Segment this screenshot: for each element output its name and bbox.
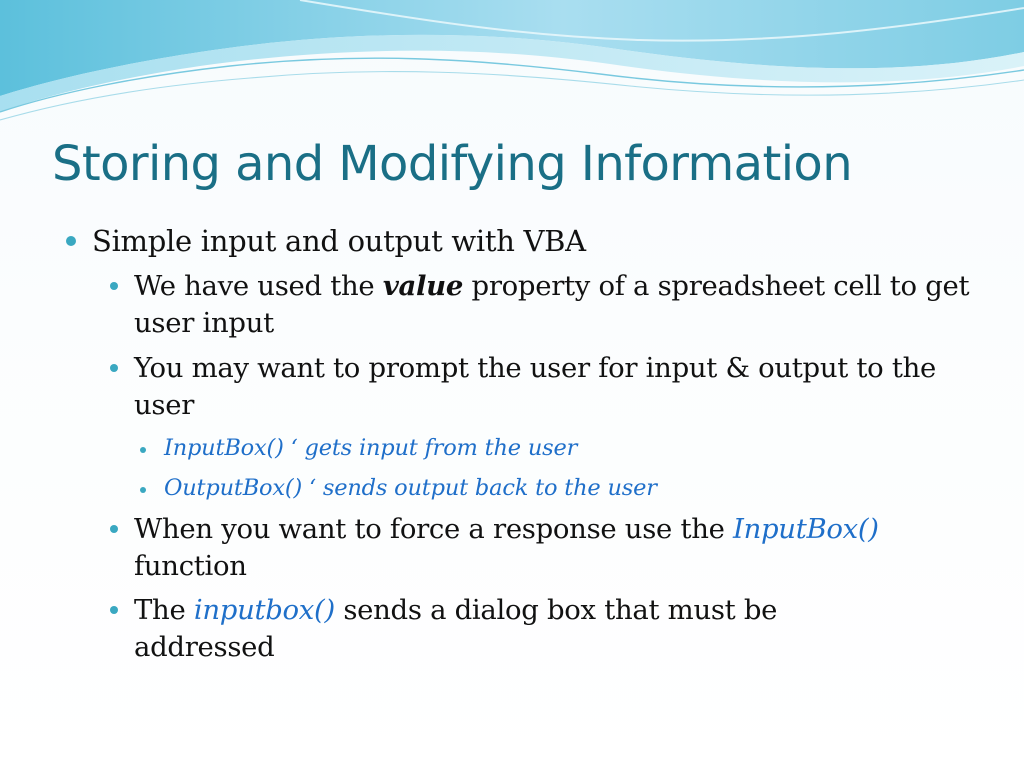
bullet-inputbox-comment: InputBox() ‘ gets input from the user [164,435,578,461]
keyword-inputbox-lower: inputbox() [193,594,335,626]
slide-title: Storing and Modifying Information [52,136,853,192]
bullet-force-post: function [134,550,247,582]
bullet-marker-l2 [110,606,118,614]
bullet-value-post: property of a spreadsheet cell to get user input [134,270,970,339]
bullet-marker-l1 [66,236,76,246]
bullet-value-pre: We have used the [134,270,383,302]
bullet-simple-io: Simple input and output with VBA [92,224,586,258]
bullet-outputbox-comment: OutputBox() ‘ sends output back to the user [164,475,657,501]
bullet-marker-l2 [110,282,118,290]
bullet-dialog-pre: The [134,594,194,626]
bullet-marker-l3 [140,447,146,453]
bullet-force-pre: When you want to force a response use the [134,513,734,545]
decorative-wave-header [0,0,1024,125]
bullet-marker-l2 [110,364,118,372]
bullet-marker-l3 [140,487,146,493]
bullet-inputbox-dialog [134,592,854,666]
bullet-prompt-user: You may want to prompt the user for input & output to the user [134,352,937,421]
bullet-force-response [134,511,954,585]
keyword-inputbox: InputBox() [733,513,879,545]
keyword-value: value [382,270,464,302]
bullet-dialog-post: sends a dialog box that must be addressed [134,594,778,663]
bullet-value-property [134,268,984,342]
bullet-marker-l2 [110,525,118,533]
